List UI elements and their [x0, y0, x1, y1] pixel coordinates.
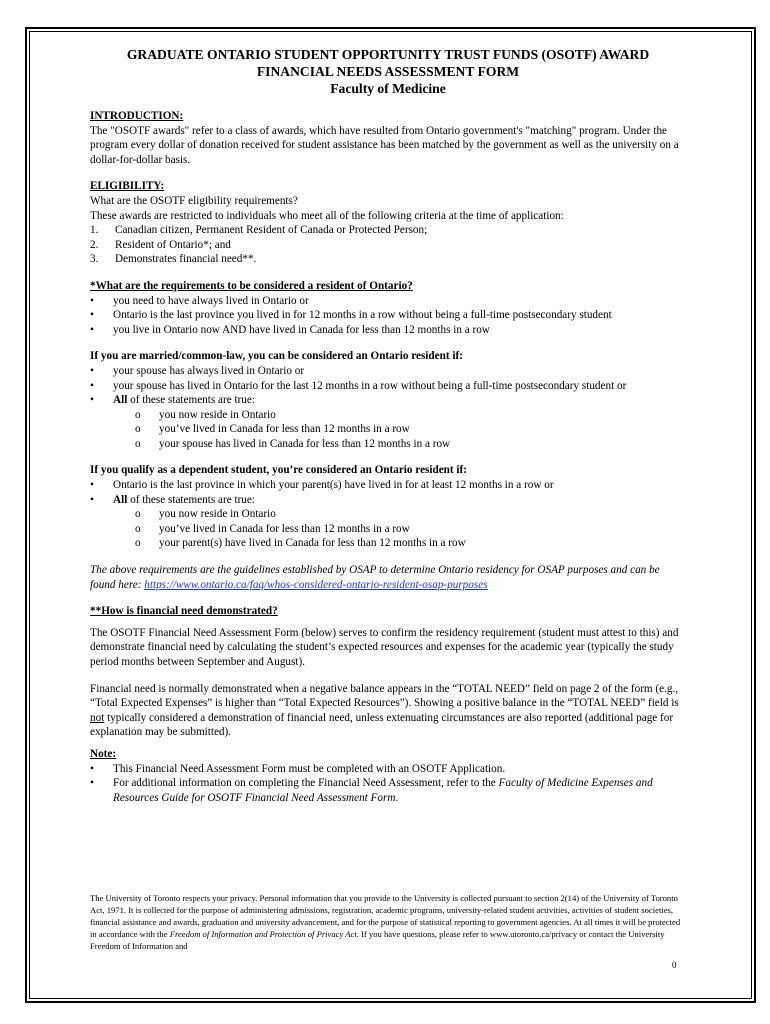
list-item: • This Financial Need Assessment Form must be completed with an OSOTF Application. — [90, 762, 686, 777]
residency-heading: *What are the requirements to be considered a resident of Ontario? — [90, 279, 413, 292]
list-item: o you’ve lived in Canada for less than 12 months in a row — [90, 422, 686, 437]
list-item: • you need to have always lived in Ontario or — [90, 294, 686, 309]
eligibility-lead: These awards are restricted to individuals who meet all of the following criteria at the time of application: — [90, 209, 564, 222]
osap-residency-link[interactable]: https://www.ontario.ca/faq/whos-considered-ontario-resident-osap-purposes — [144, 578, 488, 591]
dependent-sub-list — [90, 507, 686, 551]
title-line-2: FINANCIAL NEEDS ASSESSMENT FORM — [256, 64, 520, 79]
introduction-heading: INTRODUCTION: — [90, 110, 184, 122]
note-list — [90, 762, 686, 806]
list-item: o your spouse has lived in Canada for less than 12 months in a row — [90, 437, 686, 452]
list-item: 3. Demonstrates financial need**. — [90, 253, 257, 266]
list-item: 2. Resident of Ontario*; and — [90, 238, 231, 251]
osap-note: The above requirements are the guidelines established by OSAP to determine Ontario residency for OSAP purposes and can be found here: https://www.ontario.ca/faq/whos-considered-ontario-resident-osap-purposes — [90, 564, 660, 591]
list-item: • All of these statements are true: o you now reside in Ontario o you’ve lived in Canada for less than 12 months in a row o your parent(s) have lived in Canada for less than 12 months in a row — [90, 493, 686, 551]
married-sub-list — [90, 408, 686, 452]
privacy-footer: The University of Toronto respects your privacy. Personal information that you provide to the University is collected pursuant to section 2(14) of the University of Toronto Act, 1971. It is collected for the purpose of administering admissions, registration, academic programs, university-related student activities, activities of student societies, financial assistance and awards, graduation and university advancement, and for the purpose of statistical reporting to government agencies. At all times it will be protected in accordance with the Freedom of Information and Protection of Privacy Act. If you have questions, please refer to www.utoronto.ca/privacy or contact the University Freedom of Information and — [90, 893, 681, 951]
financial-need-paragraph-2: Financial need is normally demonstrated when a negative balance appears in the “TOTAL NEED” field on page 2 of the form (e.g., “Total Expected Expenses” is higher than “Total Expected Resources”). Showing a positive balance in the “TOTAL NEED” field is not typically considered a demonstration of financial need, unless extenuating circumstances are also reported (additional page for explanation may be submitted). — [90, 682, 679, 739]
list-item: • your spouse has always lived in Ontario or — [90, 364, 686, 379]
page-number: 0 — [672, 960, 677, 970]
dependent-heading: If you qualify as a dependent student, you’re considered an Ontario resident if: — [90, 464, 467, 477]
list-item: • Ontario is the last province you lived in for 12 months in a row without being a full-time postsecondary student — [90, 308, 686, 323]
financial-need-heading: **How is financial need demonstrated? — [90, 605, 278, 618]
eligibility-question: What are the OSOTF eligibility requirements? — [90, 194, 298, 207]
title-line-3: Faculty of Medicine — [330, 81, 446, 96]
eligibility-heading: ELIGIBILITY: — [90, 180, 165, 193]
list-item: 1. Canadian citizen, Permanent Resident of Canada or Protected Person; — [90, 224, 428, 237]
list-item: o you now reside in Ontario — [90, 408, 686, 423]
financial-need-paragraph-1: The OSOTF Financial Need Assessment Form (below) serves to confirm the residency requirement (student must attest to this) and demonstrate financial need by calculating the student’s expected resources and expenses for the academic year (typically the study period months between September and August). — [90, 626, 679, 668]
list-item: o your parent(s) have lived in Canada for less than 12 months in a row — [90, 536, 686, 551]
eligibility-criteria-list — [90, 223, 686, 267]
document-title — [90, 46, 686, 97]
list-item: • Ontario is the last province in which your parent(s) have lived in for at least 12 months in a row or — [90, 478, 686, 493]
married-list — [90, 364, 686, 452]
list-item: o you now reside in Ontario — [90, 507, 686, 522]
married-heading: If you are married/common-law, you can be considered an Ontario resident if: — [90, 350, 463, 363]
residency-list — [90, 294, 686, 338]
dependent-list — [90, 478, 686, 551]
title-line-1: GRADUATE ONTARIO STUDENT OPPORTUNITY TRUST FUNDS (OSOTF) AWARD — [126, 47, 650, 62]
introduction-text: The "OSOTF awards" refer to a class of awards, which have resulted from Ontario government's "matching" program. Under the program every dollar of donation received for student assistance has been matched by the government as well as the university on a dollar-for-dollar basis. — [90, 124, 679, 166]
list-item: o you’ve lived in Canada for less than 12 months in a row — [90, 522, 686, 537]
list-item: • All of these statements are true: o you now reside in Ontario o you’ve lived in Canada for less than 12 months in a row o your spouse has lived in Canada for less than 12 months in a row — [90, 393, 686, 451]
list-item: • you live in Ontario now AND have lived in Canada for less than 12 months in a row — [90, 323, 686, 338]
document-page — [90, 46, 686, 805]
list-item: • your spouse has lived in Ontario for the last 12 months in a row without being a full-time postsecondary student or — [90, 379, 686, 394]
note-heading: Note: — [90, 747, 117, 760]
list-item: • For additional information on completing the Financial Need Assessment, refer to the Faculty of Medicine Expenses and Resources Guide for OSOTF Financial Need Assessment Form. — [90, 776, 686, 805]
